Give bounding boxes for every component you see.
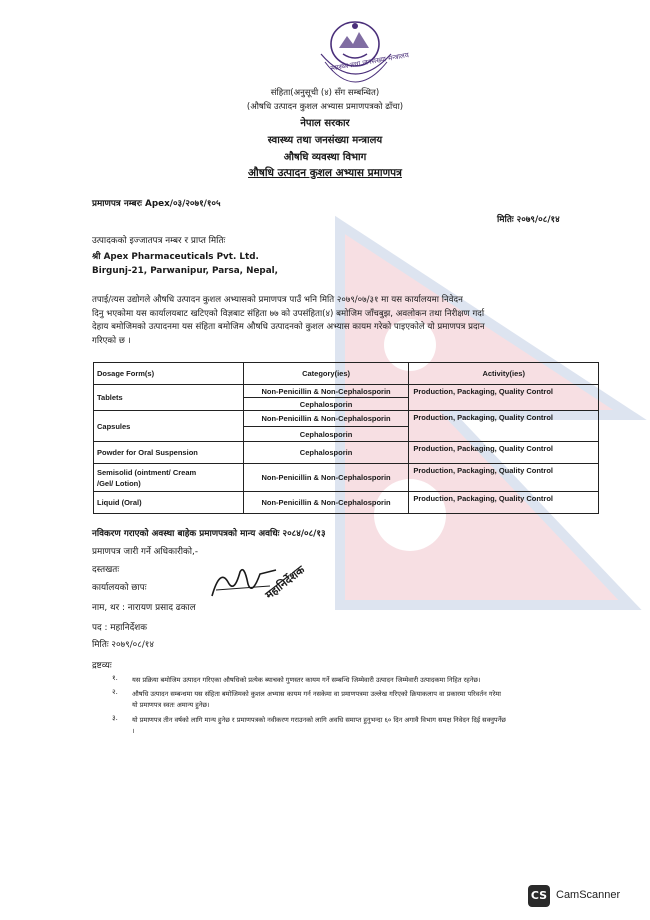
row-activity: Production, Packaging, Quality Control [409, 411, 599, 442]
dosage-form-line: Semisolid (ointment/ Cream [97, 467, 197, 477]
row-dosage-form [94, 464, 244, 492]
table-row [94, 492, 599, 514]
schedule-line: संहिता(अनुसूची (४) सँग सम्बन्धित) [270, 88, 380, 98]
row-activity: Production, Packaging, Quality Control [409, 442, 599, 464]
row-activity: Production, Packaging, Quality Control [409, 464, 599, 492]
note-line: यो प्रमाणपत्र स्वतः अमान्य हुनेछ। [132, 701, 210, 709]
post-line: पद : महानिर्देशक [92, 623, 148, 633]
manufacturer-name: श्री Apex Pharmaceuticals Pvt. Ltd. [92, 252, 259, 262]
row-category: Cephalosporin [243, 427, 409, 442]
note-number: १. [112, 674, 118, 682]
body-paragraph [92, 294, 597, 349]
paragraph-line: दिनु भएकोमा यस कार्यालयबाट खटिएको विज्ञबाट संहिता ७७ को उपसंहिता(४) बमोजिम जाँचबुझ, अवलोकन तथा निरीक्षण गर्दा [92, 308, 485, 319]
form-line: (औषधि उत्पादन कुशल अभ्यास प्रमाणपत्रको ढाँचा) [246, 102, 404, 112]
camscanner-label: CamScanner [556, 889, 621, 901]
government-name: नेपाल सरकार [300, 118, 350, 129]
note-line: । [132, 727, 135, 735]
row-category: Non-Penicillin & Non-Cephalosporin [243, 464, 409, 492]
name-line: नाम, थर : नारायण प्रसाद ढकाल [92, 603, 196, 613]
header-activity: Activity(ies) [409, 363, 599, 385]
ministry-name: स्वास्थ्य तथा जनसंख्या मन्त्रालय [267, 135, 383, 146]
note-line: यो प्रमाणपत्र तीन वर्षको लागि मान्य हुनेछ र प्रमाणपत्रको नवीकरण गराउनको लागि अवधि समाप्त हुनुभन्दा ६० दिन अगावै विभाग समक्ष निवेदन दिई सक्नुपर्नेछ [132, 716, 506, 724]
table-row [94, 464, 599, 492]
certificate-number: प्रमाणपत्र नम्बरः Apex/०३/२०७१/१०५ [92, 199, 221, 209]
row-category: Cephalosporin [243, 442, 409, 464]
row-activity: Production, Packaging, Quality Control [409, 492, 599, 514]
row-dosage-form: Liquid (Oral) [94, 492, 244, 514]
note-line: यस प्रक्रिया बमोजिम उत्पादन गरिएका औषधिको प्रत्येक ब्याचको गुणस्तर कायम गर्ने सम्बन्धि जिम्मेवारी उत्पादन जिम्मेवारी उत्पादकमा निहित रहनेछ। [132, 676, 481, 684]
paragraph-line: देहाय बमोजिमको उत्पादनमा यस संहिता बमोजिम औषधि उत्पादनको कुशल अभ्यास कायम गरेको पाइएकोले यो प्रमाणपत्र प्रदान [92, 322, 485, 333]
emblem-text: स्वास्थ्य तथा जनसंख्या मन्त्रालय [329, 51, 410, 73]
table-header-row [94, 363, 599, 385]
table-row [94, 442, 599, 464]
official-stamp: महानिर्देशक [262, 563, 308, 602]
paragraph-line: गरिएको छ । [92, 336, 131, 347]
note-line: औषधि उत्पादन सम्बन्धमा यस संहिता बमोजिमको कुशल अभ्यास कायम गर्न नसकेमा वा प्रमाणपत्रमा उल्लेख गरिएको क्रियाकलाप वा प्रकारमा परिवर्तन गरेमा [132, 690, 501, 698]
row-category: Non-Penicillin & Non-Cephalosporin [243, 385, 409, 398]
department-name: औषधि व्यवस्था विभाग [283, 152, 367, 163]
page-title: औषधि उत्पादन कुशल अभ्यास प्रमाणपत्र [248, 167, 402, 179]
table-row [94, 385, 599, 398]
row-category: Cephalosporin [243, 398, 409, 411]
issuer-label: प्रमाणपत्र जारी गर्ने अधिकारीको,- [92, 547, 198, 557]
header-dosage-form: Dosage Form(s) [94, 363, 244, 385]
certificate-date: मितिः २०७९/०८/१४ [497, 215, 560, 225]
row-dosage-form: Powder for Oral Suspension [94, 442, 244, 464]
camscanner-logo-icon: CS [528, 885, 550, 907]
header-category: Category(ies) [243, 363, 409, 385]
row-dosage-form: Tablets [94, 385, 244, 411]
dosage-form-line: /Gel/ Lotion) [97, 478, 141, 488]
row-category: Non-Penicillin & Non-Cephalosporin [243, 492, 409, 514]
row-category: Non-Penicillin & Non-Cephalosporin [243, 411, 409, 427]
signature-label: दस्तखतः [92, 565, 120, 575]
dosage-form-table [93, 362, 599, 514]
note-number: २. [112, 688, 118, 696]
seal-label: कार्यालयको छापः [92, 583, 147, 593]
row-activity: Production, Packaging, Quality Control [409, 385, 599, 411]
validity-line: नविकरण गराएको अवस्था बाहेक प्रमाणपत्रको मान्य अवधिः २०८४/०८/१३ [92, 529, 326, 539]
manufacturer-address: Birgunj-21, Parwanipur, Parsa, Nepal, [92, 266, 279, 276]
table-row [94, 411, 599, 427]
note-number: ३. [112, 714, 118, 722]
paragraph-line: तपाई/त्यस उद्योगले औषधि उत्पादन कुशल अभ्यासको प्रमाणपत्र पाउँ भनि मिति २०७९/०७/३१ मा यस कार्यालयमा निवेदन [92, 295, 463, 305]
row-dosage-form: Capsules [94, 411, 244, 442]
manufacturer-license-label: उत्पादकको इज्जातपत्र नम्बर र प्राप्त मितिः [92, 236, 226, 246]
signed-date-line: मितिः २०७९/०८/१४ [92, 640, 154, 650]
notes-heading: द्रष्टव्यः [92, 661, 112, 671]
